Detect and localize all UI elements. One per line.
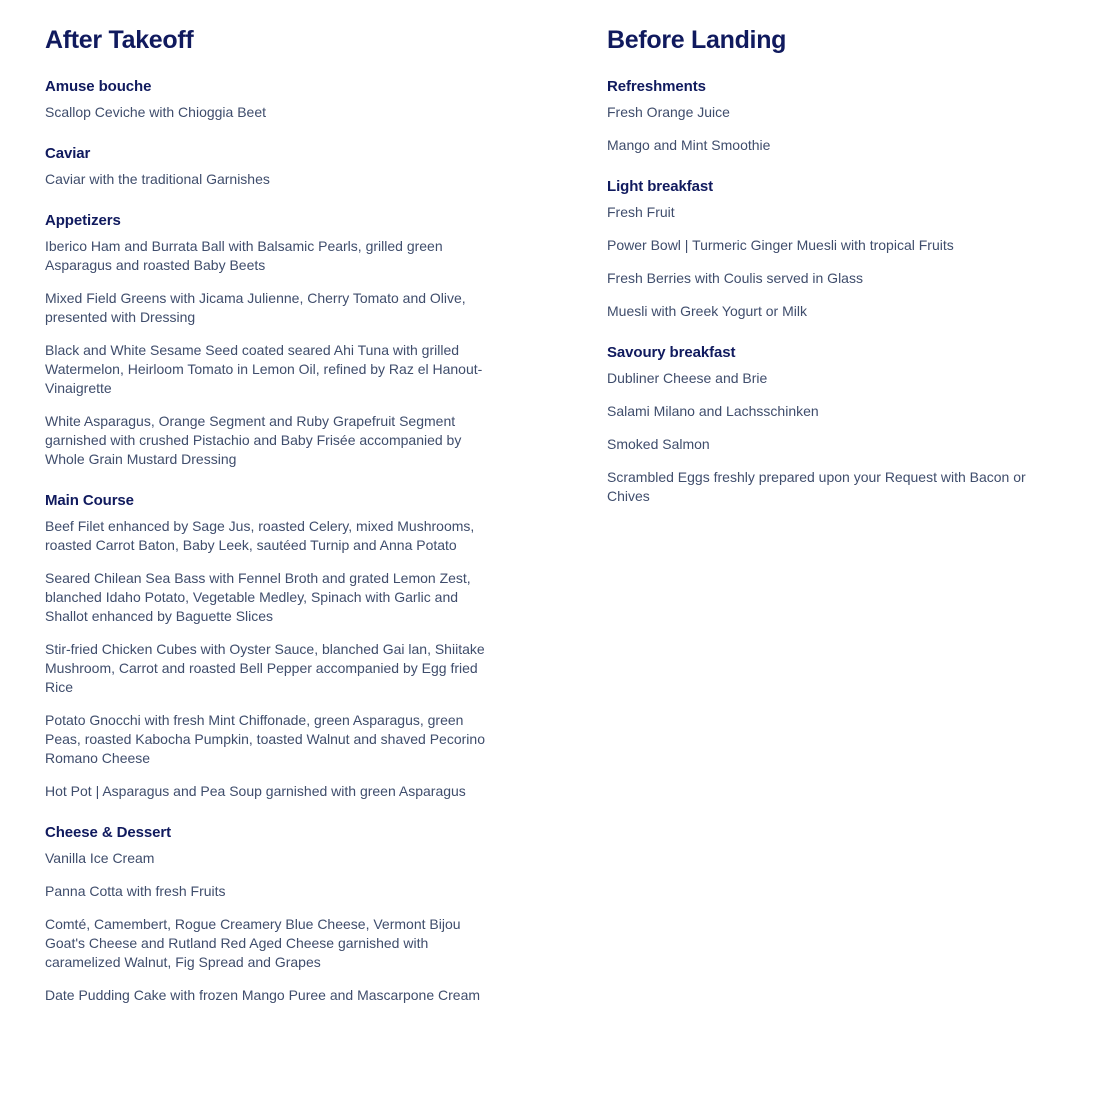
menu-item: Scallop Ceviche with Chioggia Beet bbox=[45, 104, 267, 120]
column-title: Before Landing bbox=[607, 26, 787, 54]
section-heading: Light breakfast bbox=[607, 178, 714, 195]
menu-section bbox=[45, 823, 490, 1005]
menu-item: Black and White Sesame Seed coated seared Ahi Tuna with grilled Watermelon, Heirloom Tomato in Lemon Oil, refined by Raz el Hanout-Vinaigrette bbox=[45, 342, 483, 396]
menu-section bbox=[607, 77, 1052, 155]
section-heading: Appetizers bbox=[45, 212, 121, 229]
menu-item: Beef Filet enhanced by Sage Jus, roasted Celery, mixed Mushrooms, roasted Carrot Baton, Baby Leek, sautéed Turnip and Anna Potato bbox=[45, 518, 475, 553]
menu-item: Hot Pot | Asparagus and Pea Soup garnished with green Asparagus bbox=[45, 783, 466, 799]
menu-item: Panna Cotta with fresh Fruits bbox=[45, 883, 226, 899]
menu-column bbox=[45, 25, 490, 1005]
menu-item: Potato Gnocchi with fresh Mint Chiffonade, green Asparagus, green Peas, roasted Kabocha Pumpkin, toasted Walnut and shaved Pecorino Romano Cheese bbox=[45, 712, 485, 766]
menu-section bbox=[45, 211, 490, 469]
menu-item: Comté, Camembert, Rogue Creamery Blue Cheese, Vermont Bijou Goat's Cheese and Rutland Red Aged Cheese garnished with caramelized Walnut, Fig Spread and Grapes bbox=[45, 916, 461, 970]
section-heading: Caviar bbox=[45, 145, 91, 162]
menu-item: Mixed Field Greens with Jicama Julienne, Cherry Tomato and Olive, presented with Dressing bbox=[45, 290, 466, 325]
menu-item: Fresh Berries with Coulis served in Glass bbox=[607, 270, 863, 286]
menu-item: Iberico Ham and Burrata Ball with Balsamic Pearls, grilled green Asparagus and roasted Baby Beets bbox=[45, 238, 443, 273]
menu-item: Vanilla Ice Cream bbox=[45, 850, 155, 866]
menu-section bbox=[45, 491, 490, 801]
menu-item: Seared Chilean Sea Bass with Fennel Broth and grated Lemon Zest, blanched Idaho Potato, Vegetable Medley, Spinach with Garlic and Shallot enhanced by Baguette Slices bbox=[45, 570, 471, 624]
menu-section bbox=[45, 144, 490, 189]
menu-item: Caviar with the traditional Garnishes bbox=[45, 171, 270, 187]
menu-item: Scrambled Eggs freshly prepared upon your Request with Bacon or Chives bbox=[607, 469, 1026, 504]
menu-item: Smoked Salmon bbox=[607, 436, 710, 452]
section-heading: Main Course bbox=[45, 492, 134, 509]
menu-item: Power Bowl | Turmeric Ginger Muesli with tropical Fruits bbox=[607, 237, 954, 253]
menu-item: Dubliner Cheese and Brie bbox=[607, 370, 768, 386]
section-heading: Amuse bouche bbox=[45, 78, 152, 95]
section-heading: Savoury breakfast bbox=[607, 344, 736, 361]
menu-item: Fresh Fruit bbox=[607, 204, 675, 220]
menu-section bbox=[607, 177, 1052, 321]
section-heading: Cheese & Dessert bbox=[45, 824, 171, 841]
menu-column bbox=[607, 25, 1052, 506]
menu-item: Stir-fried Chicken Cubes with Oyster Sauce, blanched Gai lan, Shiitake Mushroom, Carrot and roasted Bell Pepper accompanied by Egg fried Rice bbox=[45, 641, 485, 695]
menu-item: White Asparagus, Orange Segment and Ruby Grapefruit Segment garnished with crushed Pistachio and Baby Frisée accompanied by Whole Grain Mustard Dressing bbox=[45, 413, 462, 467]
column-title: After Takeoff bbox=[45, 26, 194, 54]
menu-item: Mango and Mint Smoothie bbox=[607, 137, 771, 153]
section-heading: Refreshments bbox=[607, 78, 706, 95]
menu-item: Date Pudding Cake with frozen Mango Puree and Mascarpone Cream bbox=[45, 987, 481, 1003]
menu-item: Fresh Orange Juice bbox=[607, 104, 730, 120]
menu-section bbox=[607, 343, 1052, 506]
menu-item: Muesli with Greek Yogurt or Milk bbox=[607, 303, 807, 319]
menu-section bbox=[45, 77, 490, 122]
menu-item: Salami Milano and Lachsschinken bbox=[607, 403, 819, 419]
